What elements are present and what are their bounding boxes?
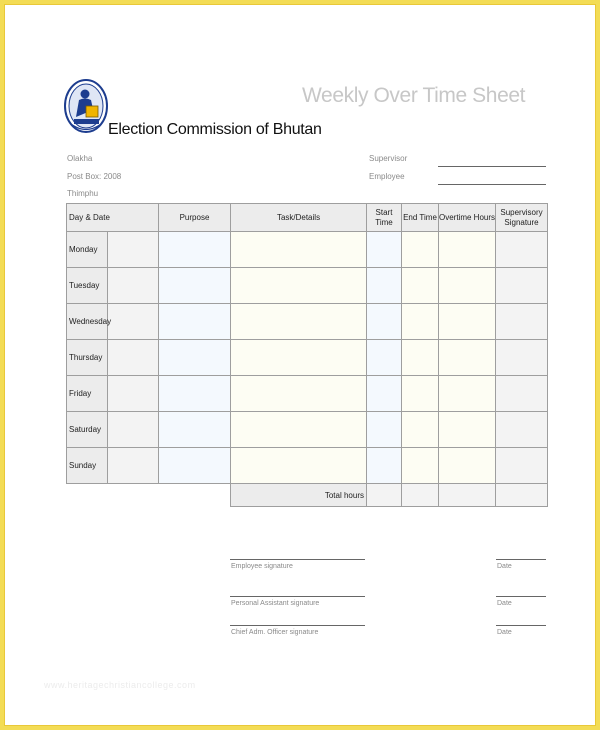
- purpose-cell[interactable]: [159, 232, 231, 268]
- day-label: Thursday: [67, 340, 108, 376]
- purpose-cell[interactable]: [159, 376, 231, 412]
- end-time-cell[interactable]: [402, 268, 439, 304]
- supervisor-field[interactable]: [438, 166, 546, 167]
- table-header-row: [67, 204, 548, 232]
- sheet-title: Weekly Over Time Sheet: [302, 84, 526, 107]
- total-hours-label: Total hours: [231, 484, 367, 507]
- task-details-cell[interactable]: [231, 376, 367, 412]
- column-header-supervisory-signature: Supervisory Signature: [496, 204, 548, 232]
- table-row: [67, 448, 548, 484]
- table-row: [67, 268, 548, 304]
- employee-field[interactable]: [438, 184, 546, 185]
- start-time-cell[interactable]: [367, 232, 402, 268]
- date-cell[interactable]: [108, 376, 159, 412]
- column-header-day-date: Day & Date: [67, 204, 159, 232]
- column-header-end-time: End Time: [402, 204, 439, 232]
- table-row: [67, 304, 548, 340]
- start-time-cell[interactable]: [367, 376, 402, 412]
- date-label: Date: [497, 600, 512, 607]
- supervisory-signature-cell[interactable]: [496, 304, 548, 340]
- end-time-cell[interactable]: [402, 412, 439, 448]
- start-time-cell[interactable]: [367, 268, 402, 304]
- date-cell[interactable]: [108, 340, 159, 376]
- day-label: Tuesday: [67, 268, 108, 304]
- overtime-hours-cell[interactable]: [439, 412, 496, 448]
- column-header-task-details: Task/Details: [231, 204, 367, 232]
- supervisory-signature-cell[interactable]: [496, 340, 548, 376]
- total-overtime-hours-cell[interactable]: [439, 484, 496, 507]
- supervisory-signature-cell[interactable]: [496, 376, 548, 412]
- task-details-cell[interactable]: [231, 340, 367, 376]
- overtime-hours-cell[interactable]: [439, 376, 496, 412]
- column-header-purpose: Purpose: [159, 204, 231, 232]
- personal-assistant-signature-label: Personal Assistant signature: [231, 600, 320, 607]
- table-row: [67, 340, 548, 376]
- date-cell[interactable]: [108, 268, 159, 304]
- purpose-cell[interactable]: [159, 448, 231, 484]
- employee-date-line[interactable]: [496, 559, 546, 560]
- day-label: Wednesday: [67, 304, 108, 340]
- overtime-table: [66, 203, 548, 507]
- employee-label: Employee: [369, 172, 405, 181]
- end-time-cell[interactable]: [402, 232, 439, 268]
- day-label: Friday: [67, 376, 108, 412]
- task-details-cell[interactable]: [231, 232, 367, 268]
- start-time-cell[interactable]: [367, 340, 402, 376]
- overtime-hours-cell[interactable]: [439, 268, 496, 304]
- supervisory-signature-cell[interactable]: [496, 448, 548, 484]
- day-label: Saturday: [67, 412, 108, 448]
- overtime-hours-cell[interactable]: [439, 232, 496, 268]
- task-details-cell[interactable]: [231, 304, 367, 340]
- chief-adm-signature-label: Chief Adm. Officer signature: [231, 629, 319, 636]
- end-time-cell[interactable]: [402, 340, 439, 376]
- start-time-cell[interactable]: [367, 448, 402, 484]
- organization-name: Election Commission of Bhutan: [108, 121, 322, 138]
- date-cell[interactable]: [108, 304, 159, 340]
- table-row: [67, 232, 548, 268]
- end-time-cell[interactable]: [402, 304, 439, 340]
- employee-signature-label: Employee signature: [231, 563, 293, 570]
- total-spacer: [67, 484, 231, 507]
- purpose-cell[interactable]: [159, 412, 231, 448]
- chief-adm-signature-line[interactable]: [230, 625, 365, 626]
- purpose-cell[interactable]: [159, 304, 231, 340]
- total-row: [67, 484, 548, 507]
- start-time-cell[interactable]: [367, 304, 402, 340]
- end-time-cell[interactable]: [402, 448, 439, 484]
- address-line: Olakha: [67, 154, 93, 163]
- purpose-cell[interactable]: [159, 340, 231, 376]
- purpose-cell[interactable]: [159, 268, 231, 304]
- address-line: Post Box: 2008: [67, 172, 122, 181]
- total-start-time-cell[interactable]: [367, 484, 402, 507]
- column-header-start-time: Start Time: [367, 204, 402, 232]
- supervisory-signature-cell[interactable]: [496, 268, 548, 304]
- table-row: [67, 376, 548, 412]
- overtime-hours-cell[interactable]: [439, 304, 496, 340]
- supervisor-label: Supervisor: [369, 154, 408, 163]
- supervisory-signature-cell[interactable]: [496, 232, 548, 268]
- total-signature-cell[interactable]: [496, 484, 548, 507]
- end-time-cell[interactable]: [402, 376, 439, 412]
- watermark: www.heritagechristiancollege.com: [44, 680, 196, 690]
- election-commission-seal: [64, 79, 108, 135]
- supervisory-signature-cell[interactable]: [496, 412, 548, 448]
- start-time-cell[interactable]: [367, 412, 402, 448]
- total-end-time-cell[interactable]: [402, 484, 439, 507]
- date-cell[interactable]: [108, 448, 159, 484]
- chief-adm-date-line[interactable]: [496, 625, 546, 626]
- overtime-hours-cell[interactable]: [439, 448, 496, 484]
- task-details-cell[interactable]: [231, 268, 367, 304]
- day-label: Monday: [67, 232, 108, 268]
- column-header-overtime-hours: Overtime Hours: [439, 204, 496, 232]
- employee-signature-line[interactable]: [230, 559, 365, 560]
- date-cell[interactable]: [108, 232, 159, 268]
- table-row: [67, 412, 548, 448]
- date-cell[interactable]: [108, 412, 159, 448]
- address-line: Thimphu: [67, 189, 99, 198]
- task-details-cell[interactable]: [231, 448, 367, 484]
- day-label: Sunday: [67, 448, 108, 484]
- date-label: Date: [497, 629, 512, 636]
- personal-assistant-signature-line[interactable]: [230, 596, 365, 597]
- personal-assistant-date-line[interactable]: [496, 596, 546, 597]
- task-details-cell[interactable]: [231, 412, 367, 448]
- overtime-hours-cell[interactable]: [439, 340, 496, 376]
- date-label: Date: [497, 563, 512, 570]
